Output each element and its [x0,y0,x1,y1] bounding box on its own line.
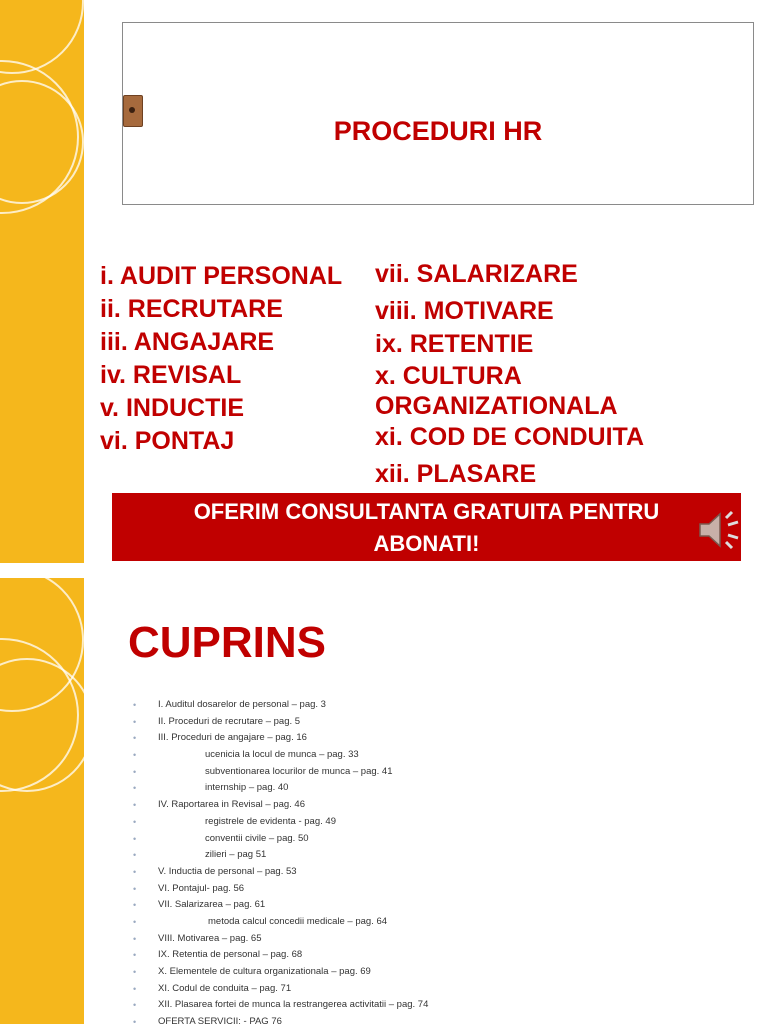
toc-item: • ucenicia la locul de munca – pag. 33 [133,749,359,761]
offer-banner [112,493,741,561]
toc-item: • IX. Retentia de personal – pag. 68 [133,949,303,961]
title-box [122,22,754,205]
toc-item: • V. Inductia de personal – pag. 53 [133,865,297,877]
list-item: ii. RECRUTARE [100,295,283,323]
list-item: i. AUDIT PERSONAL [100,262,343,290]
decorative-strip [0,0,84,563]
toc-item: • XII. Plasarea fortei de munca la restrangerea activitatii – pag. 74 [133,999,429,1011]
toc-item: • subventionarea locurilor de munca – pag. 41 [133,765,393,777]
list-item: ORGANIZATIONALA [375,392,618,420]
decorative-strip [0,578,84,1024]
toc-item: • VI. Pontajul- pag. 56 [133,882,245,894]
banner-line-2: ABONATI! [373,531,480,556]
list-item: v. INDUCTIE [100,394,244,422]
slide-title: PROCEDURI HR [333,116,543,146]
toc-item: • internship – pag. 40 [133,782,289,794]
toc-item: • VII. Salarizarea – pag. 61 [133,899,266,911]
cuprins-title: CUPRINS [128,618,327,667]
list-item: xii. PLASARE [375,460,537,488]
toc-item: • conventii civile – pag. 50 [133,832,309,844]
toc-item: • registrele de evidenta - pag. 49 [133,815,336,827]
toc-item: • II. Proceduri de recrutare – pag. 5 [133,715,301,727]
list-item: viii. MOTIVARE [375,297,554,325]
procedures-list-right [375,258,644,491]
banner-line-1: OFERIM CONSULTANTA GRATUITA PENTRU [193,499,660,524]
table-of-contents [133,697,428,1031]
toc-item: • IV. Raportarea in Revisal – pag. 46 [133,799,305,811]
toc-item: • X. Elementele de cultura organizationala – pag. 69 [133,966,371,977]
list-item: ix. RETENTIE [375,330,534,358]
list-item: xi. COD DE CONDUITA [375,423,644,451]
speaker-icon[interactable] [698,510,744,550]
list-item: iii. ANGAJARE [100,328,275,356]
procedures-list-left [100,260,342,458]
list-item: vi. PONTAJ [100,427,235,455]
toc-item: • III. Proceduri de angajare – pag. 16 [133,732,307,744]
list-item: vii. SALARIZARE [375,260,578,288]
toc-item: • VIII. Motivarea – pag. 65 [133,932,262,944]
toc-item: • OFERTA SERVICII: - PAG 76 [133,1016,282,1028]
toc-item: • metoda calcul concedii medicale – pag. 64 [133,915,388,927]
toc-item: • zilieri – pag 51 [133,849,267,861]
tile-icon [123,95,143,127]
list-item: iv. REVISAL [100,361,242,389]
toc-item: • XI. Codul de conduita – pag. 71 [133,982,292,994]
toc-item: • I. Auditul dosarelor de personal – pag. 3 [133,699,326,710]
list-item: x. CULTURA [375,362,522,390]
